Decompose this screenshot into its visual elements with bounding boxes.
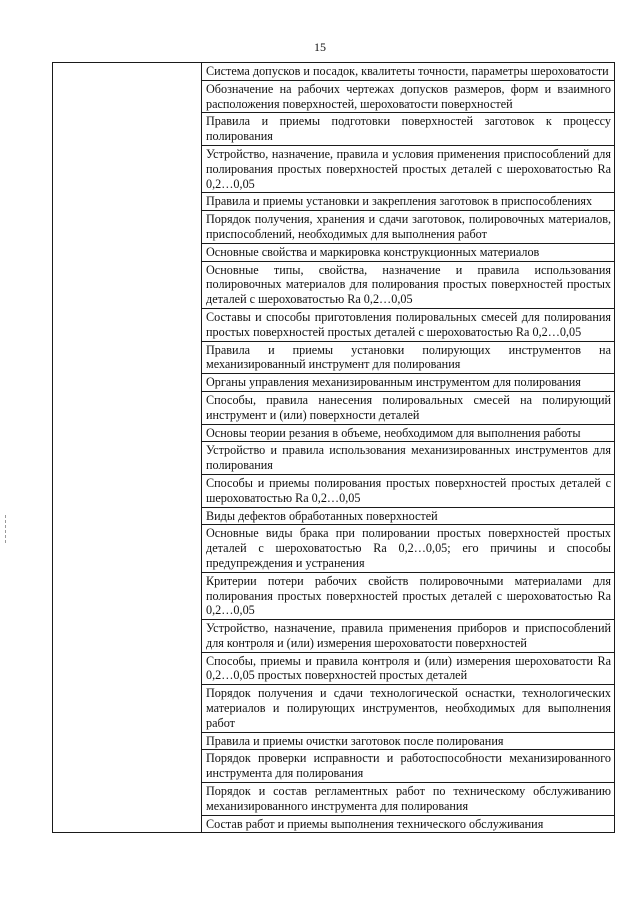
knowledge-item-cell: Правила и приемы очистки заготовок после полирования <box>202 732 615 750</box>
knowledge-item-cell: Основы теории резания в объеме, необходимом для выполнения работы <box>202 424 615 442</box>
page-number: 15 <box>314 40 326 54</box>
knowledge-item-cell: Виды дефектов обработанных поверхностей <box>202 507 615 525</box>
knowledge-item-cell: Состав работ и приемы выполнения технического обслуживания <box>202 815 615 833</box>
table-row <box>53 63 615 81</box>
knowledge-item-cell: Способы, приемы и правила контроля и (или) измерения шероховатости Ra 0,2…0,05 простых поверхностей простых деталей <box>202 652 615 685</box>
scan-margin-mark <box>5 515 7 543</box>
requirements-table <box>52 62 615 833</box>
knowledge-item-cell: Основные типы, свойства, назначение и правила использования полировочных материалов для полирования простых поверхностей простых деталей с шероховатостью Ra 0,2…0,05 <box>202 261 615 308</box>
knowledge-item-cell: Устройство, назначение, правила применения приборов и приспособлений для контроля и (или) измерения шероховатости поверхностей <box>202 620 615 653</box>
knowledge-item-cell: Устройство, назначение, правила и условия применения приспособлений для полирования простых поверхностей простых деталей с шероховатостью Ra 0,2…0,05 <box>202 145 615 192</box>
knowledge-item-cell: Составы и способы приготовления полировальных смесей для полирования простых поверхностей простых деталей с шероховатостью Ra 0,2…0,05 <box>202 308 615 341</box>
knowledge-item-cell: Порядок проверки исправности и работоспособности механизированного инструмента для полирования <box>202 750 615 783</box>
knowledge-item-cell: Правила и приемы подготовки поверхностей заготовок к процессу полирования <box>202 113 615 146</box>
knowledge-item-cell: Правила и приемы установки и закрепления заготовок в приспособлениях <box>202 193 615 211</box>
knowledge-item-cell: Обозначение на рабочих чертежах допусков размеров, форм и взаимного расположения поверхностей, шероховатости поверхностей <box>202 80 615 113</box>
knowledge-item-cell: Правила и приемы установки полирующих инструментов на механизированный инструмент для полирования <box>202 341 615 374</box>
knowledge-item-cell: Устройство и правила использования механизированных инструментов для полирования <box>202 442 615 475</box>
knowledge-item-cell: Порядок получения, хранения и сдачи заготовок, полировочных материалов, приспособлений, необходимых для выполнения работ <box>202 211 615 244</box>
knowledge-item-cell: Критерии потери рабочих свойств полировочными материалами для полирования простых поверхностей простых деталей с шероховатостью Ra 0,2…0,05 <box>202 572 615 619</box>
knowledge-item-cell: Порядок и состав регламентных работ по техническому обслуживанию механизированного инструмента для полирования <box>202 783 615 816</box>
requirements-table-body <box>53 63 615 833</box>
function-column-cell <box>53 63 202 833</box>
knowledge-item-cell: Органы управления механизированным инструментом для полирования <box>202 374 615 392</box>
knowledge-item-cell: Основные свойства и маркировка конструкционных материалов <box>202 243 615 261</box>
knowledge-item-cell: Способы и приемы полирования простых поверхностей простых деталей с шероховатостью Ra 0,2…0,05 <box>202 474 615 507</box>
knowledge-item-cell: Способы, правила нанесения полировальных смесей на полирующий инструмент и (или) поверхности деталей <box>202 391 615 424</box>
knowledge-item-cell: Основные виды брака при полировании простых поверхностей простых деталей с шероховатостью Ra 0,2…0,05; его причины и способы предупреждения и устранения <box>202 525 615 572</box>
knowledge-item-cell: Порядок получения и сдачи технологической оснастки, технологических материалов и полирующих инструментов, необходимых для выполнения работ <box>202 685 615 732</box>
knowledge-item-cell: Система допусков и посадок, квалитеты точности, параметры шероховатости <box>202 63 615 81</box>
